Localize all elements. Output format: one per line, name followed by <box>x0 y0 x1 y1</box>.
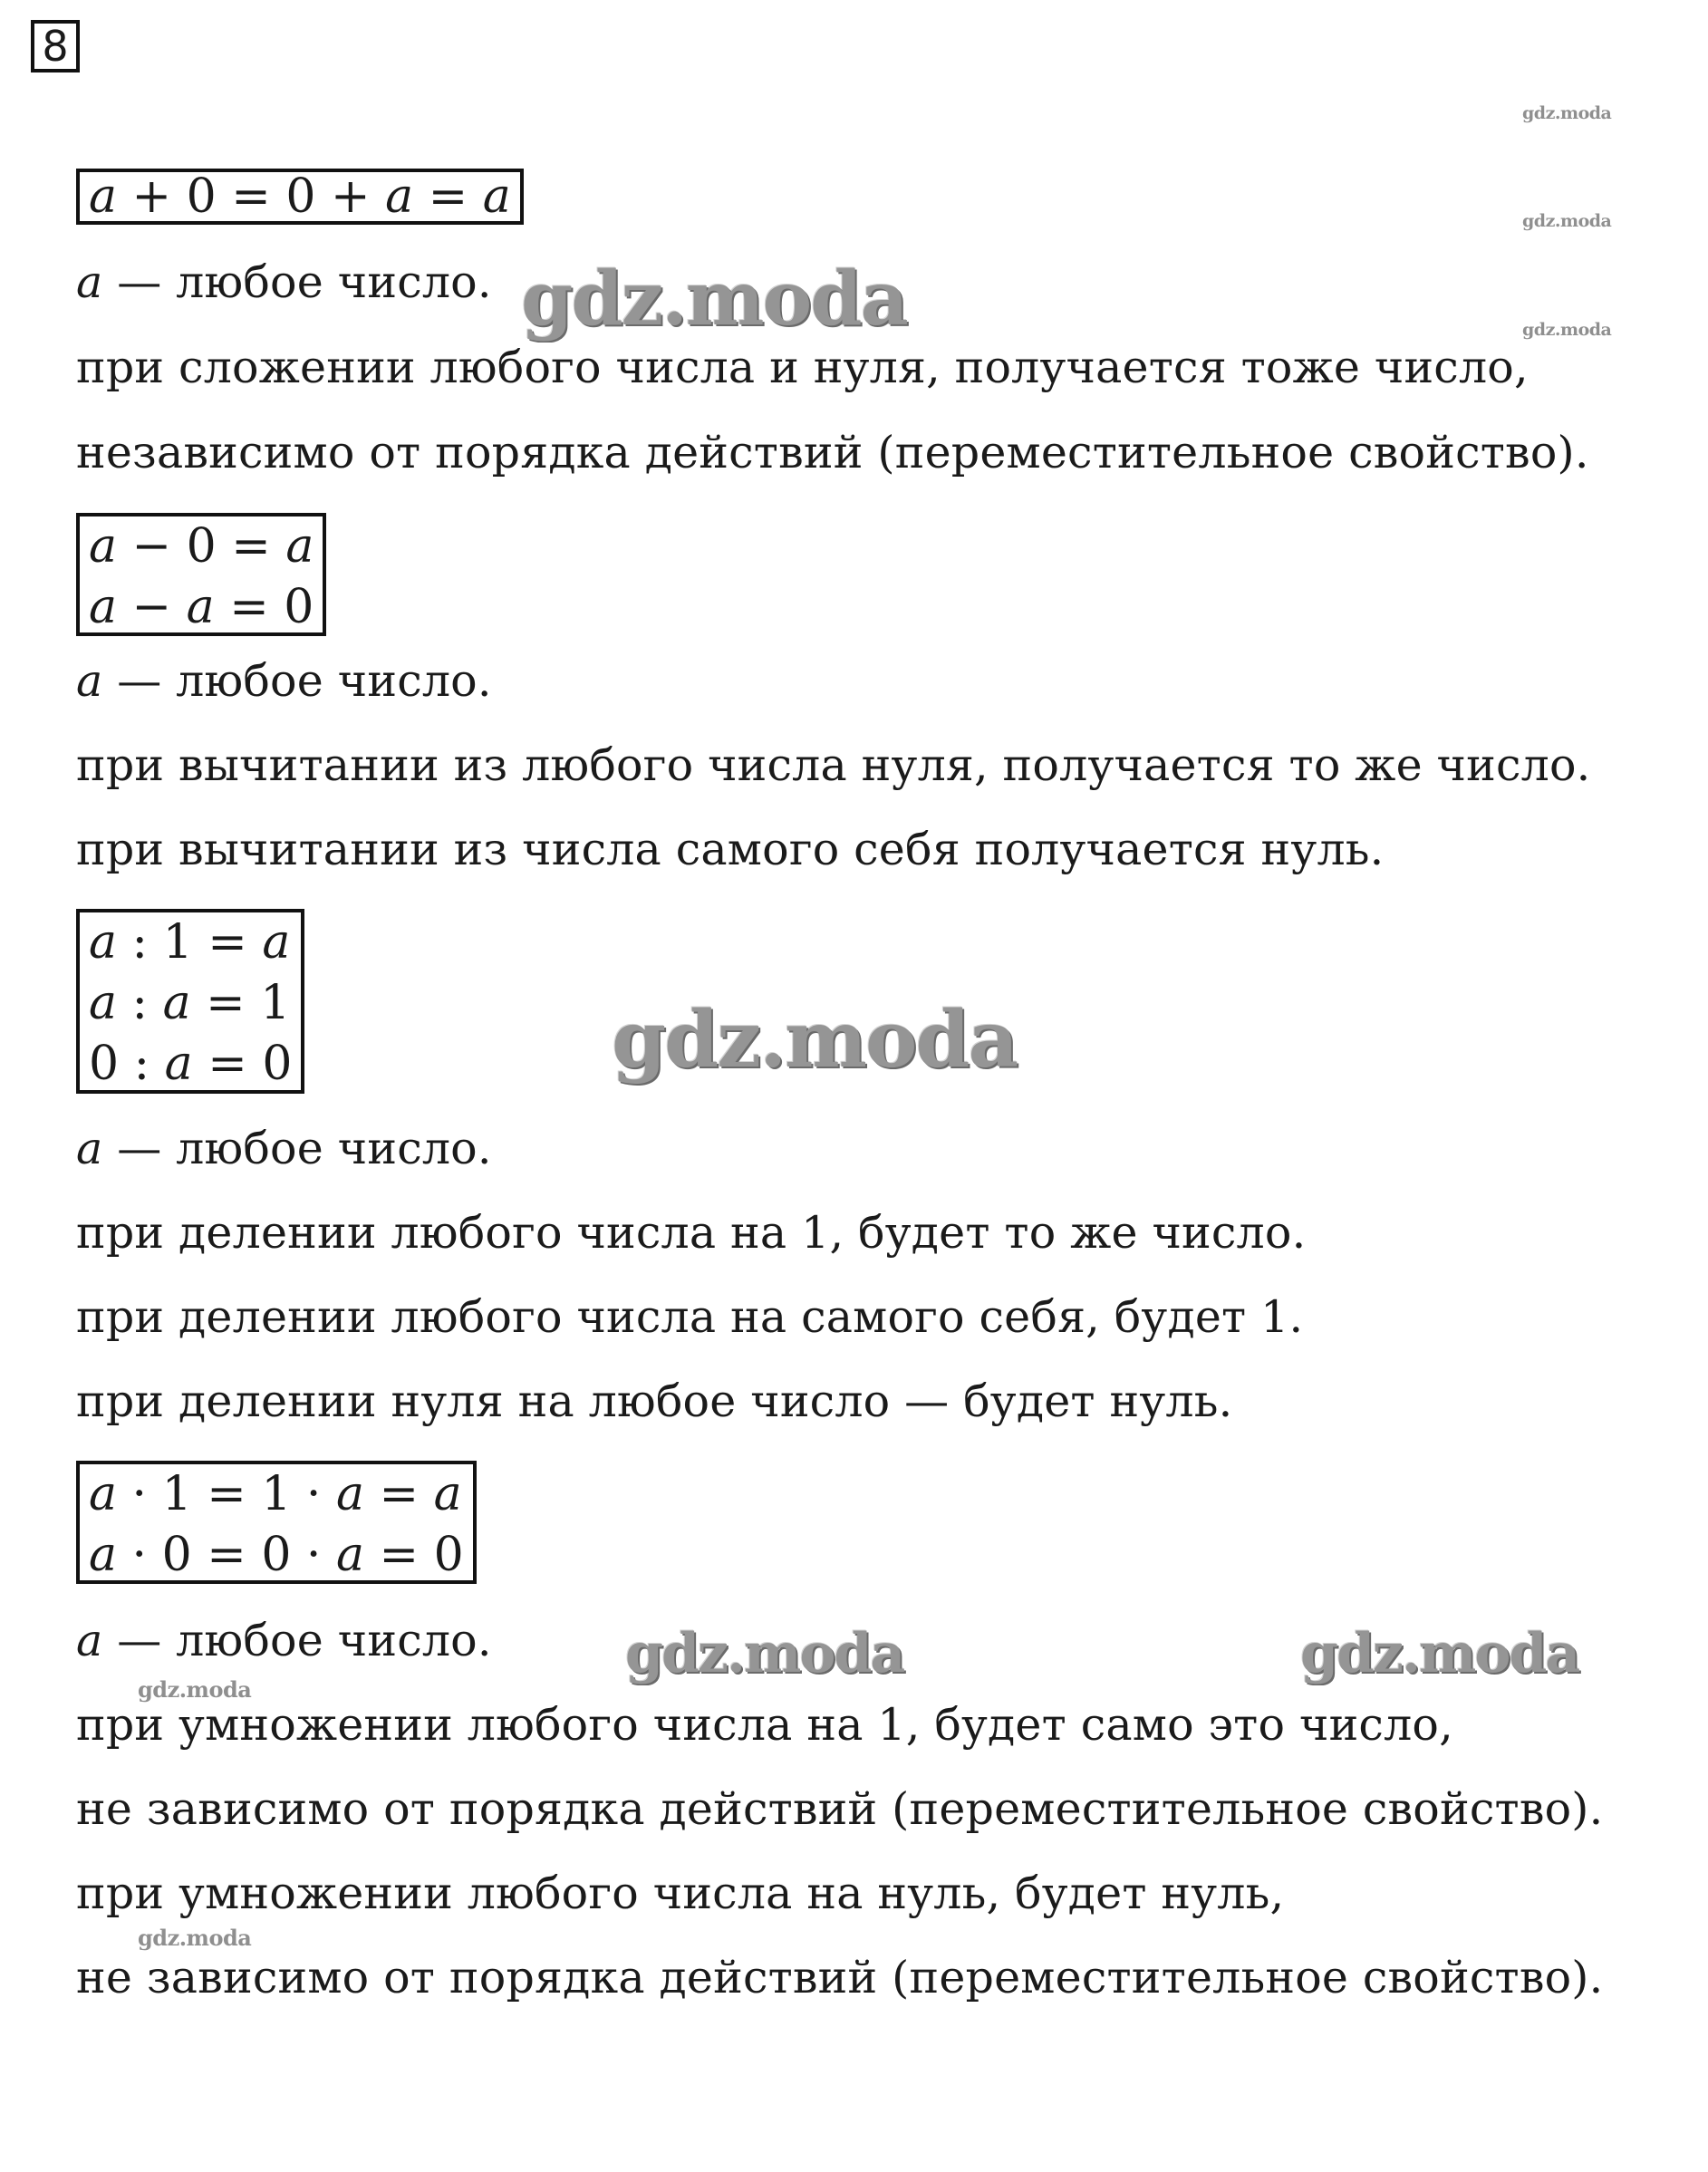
text-line: при умножении любого числа на 1, будет само это число, <box>76 1699 1453 1751</box>
text-line: при вычитании из числа самого себя получается нуль. <box>76 824 1385 875</box>
formula-box-addition <box>76 169 524 225</box>
watermark-small: gdz.moda <box>138 1676 252 1703</box>
formula-line: 0 : a = 0 <box>89 1037 293 1091</box>
formula-line: a · 0 = 0 · a = 0 <box>89 1528 464 1582</box>
text-line: не зависимо от порядка действий (переместительное свойство). <box>76 1952 1604 2003</box>
formula-line: a + 0 = 0 + a = a <box>89 169 511 224</box>
formula-line: a − a = 0 <box>89 580 314 634</box>
text-line: независимо от порядка действий (переместительное свойство). <box>76 427 1589 478</box>
task-number-box: 8 <box>31 20 80 72</box>
formula-line: a − 0 = a <box>89 519 314 574</box>
text-line: при делении любого числа на самого себя, будет 1. <box>76 1291 1304 1343</box>
text-line: a — любое число. <box>76 256 492 308</box>
watermark-large: gdz.moda <box>521 256 907 343</box>
formula-line: a · 1 = 1 · a = a <box>89 1467 462 1521</box>
text-line: при вычитании из любого числа нуля, получается то же число. <box>76 739 1591 791</box>
watermark-medium: gdz.moda <box>625 1622 904 1685</box>
text-line: не зависимо от порядка действий (переместительное свойство). <box>76 1783 1604 1835</box>
text-line: a — любое число. <box>76 655 492 707</box>
text-line: при сложении любого числа и нуля, получается тоже число, <box>76 342 1529 393</box>
text-line: a — любое число. <box>76 1123 492 1174</box>
watermark-small: gdz.moda <box>138 1925 252 1951</box>
formula-box-division <box>76 909 304 1094</box>
watermark-small: gdz.moda <box>1522 320 1612 340</box>
formula-box-subtraction <box>76 513 326 636</box>
text-line: a — любое число. <box>76 1615 492 1666</box>
watermark-medium: gdz.moda <box>1300 1622 1579 1685</box>
watermark-small: gdz.moda <box>1522 103 1612 123</box>
text-line: при делении любого числа на 1, будет то же число. <box>76 1207 1307 1259</box>
watermark-small: gdz.moda <box>1522 211 1612 231</box>
formula-line: a : 1 = a <box>89 915 291 970</box>
text-line: при умножении любого числа на нуль, будет нуль, <box>76 1868 1285 1919</box>
formula-line: a : a = 1 <box>89 976 291 1030</box>
formula-box-multiplication <box>76 1461 477 1584</box>
text-line: при делении нуля на любое число — будет нуль. <box>76 1376 1233 1427</box>
watermark-large: gdz.moda <box>612 994 1018 1086</box>
